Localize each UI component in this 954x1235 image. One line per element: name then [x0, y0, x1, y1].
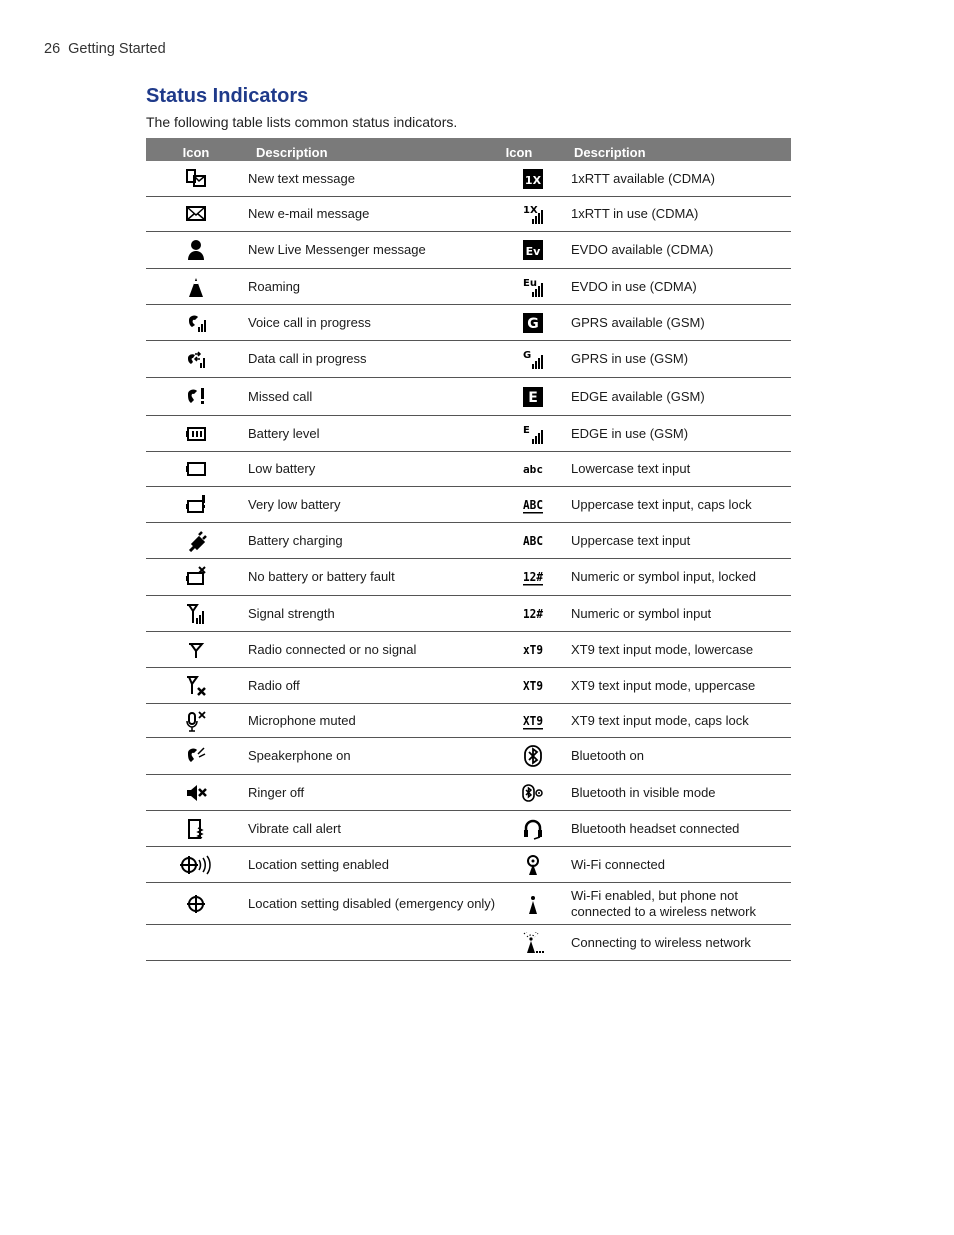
battery-level-icon [146, 423, 246, 445]
xt9-caps-lock-icon [503, 710, 563, 732]
description-1: New e-mail message [248, 206, 370, 221]
description-1: Missed call [248, 388, 313, 404]
voice-call-icon [146, 312, 246, 334]
description-1: Radio connected or no signal [248, 641, 417, 657]
description-2: Uppercase text input, caps lock [571, 496, 752, 512]
numeric-icon [503, 603, 563, 625]
missed-call-icon [146, 386, 246, 408]
description-1: Data call in progress [248, 351, 367, 366]
intro-text: The following table lists common status indicators. [146, 114, 458, 130]
svg-text:12#: 12# [523, 570, 544, 584]
xt9-lower-icon [503, 639, 563, 661]
table-row [146, 775, 791, 811]
person-icon [146, 239, 246, 261]
description-1: No battery or battery fault [248, 569, 395, 584]
table-row [146, 452, 791, 487]
new-text-message-icon [146, 168, 246, 190]
description-1: Signal strength [248, 605, 335, 621]
numeric-locked-icon [503, 566, 563, 588]
page-title: Status Indicators [146, 85, 309, 107]
svg-text:ABC: ABC [523, 533, 543, 548]
table-row [146, 847, 791, 883]
location-enabled-icon [146, 854, 246, 876]
status-indicators-table [146, 138, 791, 961]
description-2: XT9 text input mode, uppercase [571, 677, 756, 693]
description-1: Battery charging [248, 532, 343, 548]
description-1: Voice call in progress [248, 314, 371, 330]
data-call-icon [146, 348, 246, 370]
ringer-off-icon [146, 782, 246, 804]
description-1: Microphone muted [248, 712, 356, 728]
table-row [146, 378, 791, 416]
description-2: 1xRTT available (CDMA) [571, 170, 716, 186]
table-header [146, 138, 791, 161]
wifi-connecting-icon [503, 932, 563, 954]
description-2: Wi-Fi enabled, but phone not connected to a wireless network [571, 887, 756, 919]
svg-text:Eu: Eu [523, 277, 537, 289]
table-row [146, 559, 791, 596]
table-row [146, 811, 791, 847]
description-2: Numeric or symbol input [571, 605, 712, 621]
abc-lower-icon [503, 458, 563, 480]
description-2: EVDO in use (CDMA) [571, 278, 697, 294]
ev-box-icon [503, 239, 563, 261]
description-2: Numeric or symbol input, locked [571, 569, 756, 584]
table-body [146, 161, 791, 961]
g-signal-icon [503, 348, 563, 370]
location-disabled-icon [146, 893, 246, 915]
table-row [146, 197, 791, 232]
very-low-battery-icon [146, 494, 246, 516]
table-row [146, 632, 791, 668]
description-2: GPRS in use (GSM) [571, 351, 689, 366]
page-number: 26 [44, 41, 61, 57]
running-head [44, 41, 166, 57]
table-row [146, 416, 791, 452]
svg-text:abc: abc [523, 463, 543, 476]
description-2: EVDO available (CDMA) [571, 242, 714, 257]
svg-text:ABC: ABC [523, 497, 543, 512]
description-2: EDGE in use (GSM) [571, 425, 689, 441]
description-1: Very low battery [248, 496, 341, 512]
abc-caps-lock-icon [503, 494, 563, 516]
description-1: Ringer off [248, 784, 305, 800]
table-row [146, 269, 791, 305]
speakerphone-icon [146, 745, 246, 767]
battery-charging-icon [146, 530, 246, 552]
g-box-icon [503, 312, 563, 334]
description-2: Connecting to wireless network [571, 934, 751, 950]
bluetooth-icon [503, 745, 563, 767]
e-box-icon [503, 386, 563, 408]
table-row [146, 596, 791, 632]
vibrate-icon [146, 818, 246, 840]
svg-text:Ev: Ev [525, 245, 541, 258]
battery-fault-icon [146, 566, 246, 588]
description-2: XT9 text input mode, caps lock [571, 712, 749, 728]
radio-no-signal-icon [146, 639, 246, 661]
description-1: Location setting disabled (emergency only) [248, 895, 496, 911]
description-1: New text message [248, 170, 355, 186]
table-row [146, 161, 791, 197]
description-2: Bluetooth in visible mode [571, 784, 716, 800]
1x-signal-icon [503, 203, 563, 225]
description-2: Uppercase text input [571, 532, 691, 548]
table-row [146, 232, 791, 269]
wifi-enabled-icon [503, 893, 563, 915]
signal-strength-icon [146, 603, 246, 625]
svg-text:G: G [523, 350, 532, 361]
description-2: Bluetooth on [571, 748, 645, 763]
description-1: Radio off [248, 677, 300, 693]
description-1: Location setting enabled [248, 856, 389, 872]
table-row [146, 883, 791, 925]
table-row [146, 305, 791, 341]
description-2: Lowercase text input [571, 461, 691, 476]
svg-text:1X: 1X [524, 173, 542, 187]
svg-text:XT9: XT9 [523, 713, 543, 728]
description-2: XT9 text input mode, lowercase [571, 641, 754, 657]
svg-text:1X: 1X [523, 205, 538, 216]
xt9-upper-icon [503, 675, 563, 697]
svg-text:xT9: xT9 [523, 642, 543, 657]
svg-text:XT9: XT9 [523, 678, 543, 693]
envelope-icon [146, 203, 246, 225]
table-row [146, 925, 791, 961]
ev-signal-icon [503, 276, 563, 298]
bluetooth-visible-icon [503, 782, 563, 804]
description-2: Wi-Fi connected [571, 856, 665, 872]
header-icon-2: Icon [505, 145, 533, 160]
description-2: 1xRTT in use (CDMA) [571, 206, 699, 221]
description-1: Battery level [248, 425, 320, 441]
1x-box-icon [503, 168, 563, 190]
wifi-connected-icon [503, 854, 563, 876]
description-2: Bluetooth headset connected [571, 820, 740, 836]
svg-text:12#: 12# [523, 606, 544, 621]
abc-upper-icon [503, 530, 563, 552]
description-1: New Live Messenger message [248, 242, 426, 257]
table-row [146, 668, 791, 704]
description-2: EDGE available (GSM) [571, 388, 705, 404]
e-signal-icon [503, 423, 563, 445]
low-battery-icon [146, 458, 246, 480]
svg-text:G: G [527, 315, 539, 332]
header-icon-1: Icon [182, 145, 210, 160]
table-row [146, 487, 791, 523]
description-2: GPRS available (GSM) [571, 314, 705, 330]
table-row [146, 704, 791, 738]
table-row [146, 341, 791, 378]
header-description-1: Description [256, 145, 328, 160]
table-row [146, 523, 791, 559]
bt-headset-icon [503, 818, 563, 840]
svg-text:E: E [523, 424, 530, 436]
roaming-icon [146, 276, 246, 298]
mic-muted-icon [146, 710, 246, 732]
table-row [146, 738, 791, 775]
description-1: Low battery [248, 461, 316, 476]
description-1: Vibrate call alert [248, 820, 341, 836]
radio-off-icon [146, 675, 246, 697]
section-name: Getting Started [68, 41, 166, 57]
description-1: Speakerphone on [248, 748, 351, 763]
header-description-2: Description [574, 145, 646, 160]
description-1: Roaming [248, 278, 301, 294]
svg-text:E: E [528, 389, 538, 406]
